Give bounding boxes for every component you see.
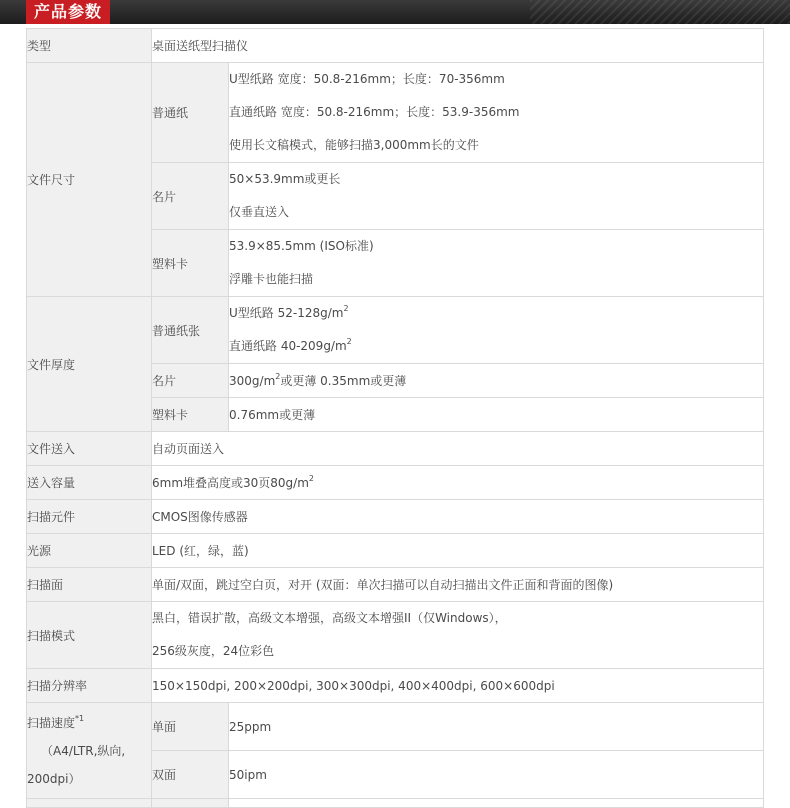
row-label-capacity: 送入容量 bbox=[27, 466, 152, 500]
value-line: 浮雕卡也能扫描 bbox=[229, 272, 314, 286]
table-cell bbox=[152, 799, 229, 808]
value-line bbox=[229, 297, 763, 330]
value-line: 黑白，错误扩散，高级文本增强，高级文本增强II（仅Windows）， bbox=[152, 611, 507, 625]
value-plastic-card-thickness: 0.76mm或更薄 bbox=[229, 398, 764, 432]
sub-label-plain-paper-sheet: 普通纸张 bbox=[152, 297, 229, 364]
value-plastic-card-size bbox=[229, 230, 764, 297]
value-line: 直通纸路 宽度：50.8-216mm；长度：53.9-356mm bbox=[229, 105, 520, 119]
value-simplex-speed: 25ppm bbox=[229, 703, 764, 751]
sub-label-simplex: 单面 bbox=[152, 703, 229, 751]
row-label-type: 类型 bbox=[27, 29, 152, 63]
superscript: 2 bbox=[275, 372, 281, 381]
row-value-sensor: CMOS图像传感器 bbox=[152, 500, 764, 534]
row-label-speed bbox=[27, 703, 152, 799]
table-row bbox=[27, 29, 764, 63]
table-row bbox=[27, 799, 764, 808]
value-plain-paper-size bbox=[229, 63, 764, 163]
value-line: 50×53.9mm或更长 bbox=[229, 172, 341, 186]
speed-note: 200dpi） bbox=[27, 771, 81, 786]
header-stripe-decoration bbox=[530, 0, 790, 24]
superscript: 2 bbox=[343, 304, 349, 313]
value-line bbox=[229, 330, 763, 363]
row-value-resolution: 150×150dpi, 200×200dpi, 300×300dpi, 400×400dpi, 600×600dpi bbox=[152, 669, 764, 703]
value-line: U型纸路 宽度：50.8-216mm；长度：70-356mm bbox=[229, 72, 505, 86]
value-card-size bbox=[229, 163, 764, 230]
value-card-thickness bbox=[229, 364, 764, 398]
superscript: 2 bbox=[346, 337, 352, 346]
row-value-type: 桌面送纸型扫描仪 bbox=[152, 29, 764, 63]
value-text: 或更薄 0.35mm或更薄 bbox=[280, 374, 407, 388]
row-label-resolution: 扫描分辨率 bbox=[27, 669, 152, 703]
table-row bbox=[27, 466, 764, 500]
speed-label-text: 扫描速度 bbox=[27, 715, 76, 730]
value-line: 仅垂直送入 bbox=[229, 205, 290, 219]
value-duplex-speed: 50ipm bbox=[229, 751, 764, 799]
speed-label bbox=[27, 709, 151, 737]
speed-note: （A4/LTR,纵向, bbox=[41, 743, 126, 758]
footnote-marker: *1 bbox=[75, 713, 85, 723]
section-header bbox=[0, 0, 790, 24]
value-line: 53.9×85.5mm (ISO标准) bbox=[229, 239, 374, 253]
value-text: 6mm堆叠高度或30页80g/m bbox=[152, 476, 309, 490]
table-row bbox=[27, 534, 764, 568]
sub-label-card: 名片 bbox=[152, 364, 229, 398]
table-row bbox=[27, 500, 764, 534]
sub-label-plain-paper: 普通纸 bbox=[152, 63, 229, 163]
superscript: 2 bbox=[308, 474, 314, 483]
table-row bbox=[27, 568, 764, 602]
table-cell bbox=[229, 799, 764, 808]
value-line: 256级灰度，24位彩色 bbox=[152, 644, 275, 658]
table-cell bbox=[27, 799, 152, 808]
row-label-side: 扫描面 bbox=[27, 568, 152, 602]
value-text: 直通纸路 40-209g/m bbox=[229, 339, 347, 353]
table-row bbox=[27, 63, 764, 163]
row-label-sensor: 扫描元件 bbox=[27, 500, 152, 534]
sub-label-card: 名片 bbox=[152, 163, 229, 230]
sub-label-duplex: 双面 bbox=[152, 751, 229, 799]
row-label-doc-thickness: 文件厚度 bbox=[27, 297, 152, 432]
value-plain-paper-thickness bbox=[229, 297, 764, 364]
row-value-mode bbox=[152, 602, 764, 669]
table-row bbox=[27, 669, 764, 703]
value-text: U型纸路 52-128g/m bbox=[229, 306, 344, 320]
row-value-light: LED (红，绿，蓝) bbox=[152, 534, 764, 568]
row-label-mode: 扫描模式 bbox=[27, 602, 152, 669]
section-title: 产品参数 bbox=[26, 0, 110, 24]
table-row bbox=[27, 703, 764, 751]
table-row bbox=[27, 297, 764, 364]
value-text: 300g/m bbox=[229, 374, 276, 388]
row-label-doc-size: 文件尺寸 bbox=[27, 63, 152, 297]
spec-table bbox=[26, 28, 764, 808]
table-row bbox=[27, 602, 764, 669]
table-row bbox=[27, 432, 764, 466]
row-label-light: 光源 bbox=[27, 534, 152, 568]
row-value-feed: 自动页面送入 bbox=[152, 432, 764, 466]
row-label-feed: 文件送入 bbox=[27, 432, 152, 466]
sub-label-plastic-card: 塑料卡 bbox=[152, 230, 229, 297]
row-value-capacity bbox=[152, 466, 764, 500]
sub-label-plastic-card: 塑料卡 bbox=[152, 398, 229, 432]
row-value-side: 单面/双面，跳过空白页，对开 (双面：单次扫描可以自动扫描出文件正面和背面的图像) bbox=[152, 568, 764, 602]
value-line: 使用长文稿模式，能够扫描3,000mm长的文件 bbox=[229, 138, 479, 152]
